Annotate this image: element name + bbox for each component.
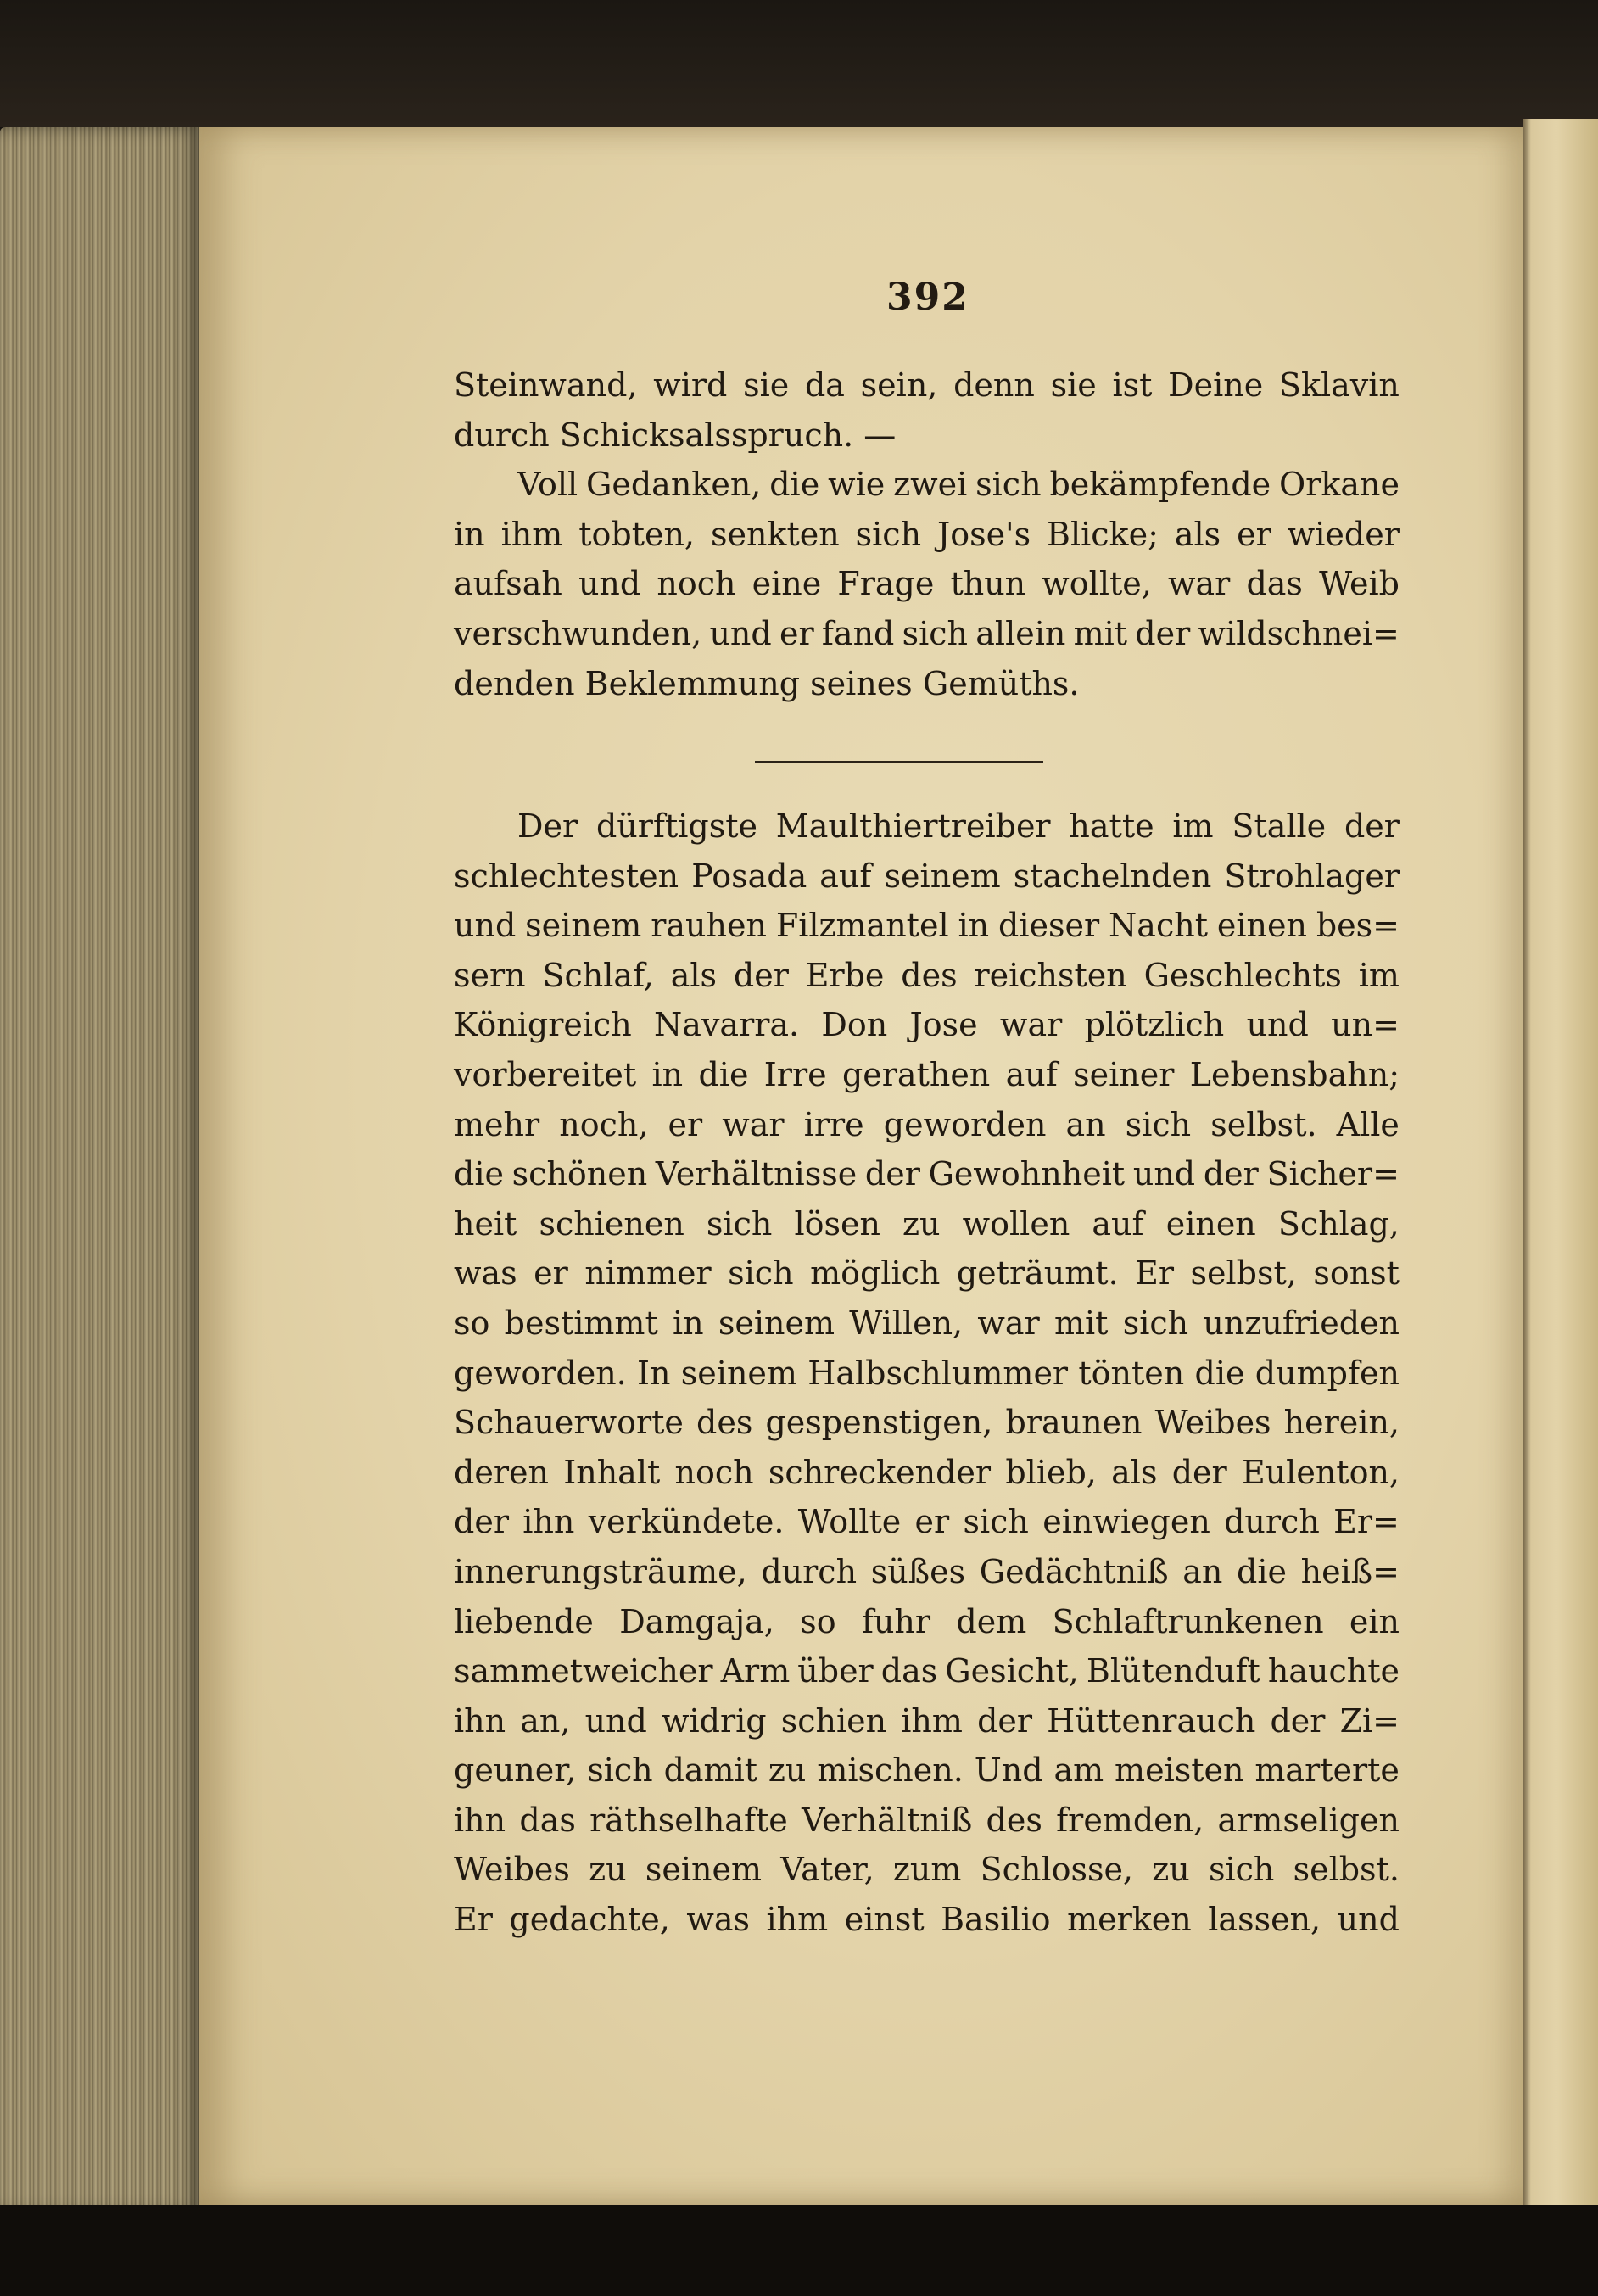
word: heit <box>454 1204 517 1243</box>
word: einwiegen <box>1042 1503 1210 1541</box>
word: was <box>686 1901 751 1939</box>
word: aufsah <box>454 565 562 603</box>
word: Willen, <box>849 1304 964 1342</box>
word: wird <box>653 366 728 404</box>
word: so <box>800 1602 836 1640</box>
word: die <box>1237 1552 1287 1590</box>
word: mit <box>1054 1304 1109 1342</box>
word: und <box>454 907 517 945</box>
word: schien <box>780 1701 887 1740</box>
word: Deine <box>1168 366 1264 404</box>
paragraph-2 <box>454 460 1400 708</box>
word: gerathen <box>841 1055 991 1093</box>
word: geworden. <box>454 1354 627 1392</box>
text-line <box>454 951 1400 1001</box>
word: wollen <box>962 1204 1070 1243</box>
background-bottom <box>0 2205 1598 2296</box>
word: einen <box>1216 907 1307 945</box>
text-line <box>454 1796 1400 1846</box>
word: Gedanken, <box>586 466 762 504</box>
word: er <box>534 1254 568 1293</box>
text-line <box>454 609 1400 659</box>
word: bes= <box>1316 907 1400 945</box>
word: Stalle <box>1232 807 1327 845</box>
word: Filzmantel <box>775 907 949 945</box>
word: über <box>797 1652 874 1690</box>
word: dürftigste <box>595 807 757 845</box>
word: war <box>999 1006 1063 1044</box>
word: sie <box>1050 366 1097 404</box>
text-line <box>454 1646 1400 1696</box>
word: seinem <box>525 907 642 945</box>
word: noch <box>657 565 736 603</box>
word: des <box>986 1801 1042 1839</box>
word: mischen. <box>817 1751 964 1790</box>
word: Posada <box>691 857 807 895</box>
word: Irre <box>763 1055 827 1093</box>
word: heiß= <box>1300 1552 1400 1590</box>
word: thun <box>950 565 1026 603</box>
text-line <box>454 460 1400 510</box>
word: seinem <box>680 1354 797 1392</box>
word: Hüttenrauch <box>1047 1701 1256 1740</box>
word: ihm <box>766 1901 829 1939</box>
word: Schlaf, <box>542 956 654 994</box>
word: meisten <box>1115 1751 1244 1790</box>
word: mit <box>1073 614 1128 652</box>
word: ihn <box>522 1503 575 1541</box>
word: noch, <box>559 1105 649 1143</box>
word: Basilio <box>941 1901 1051 1939</box>
word: zu <box>589 1851 627 1889</box>
word: Jose <box>909 1006 978 1044</box>
word: was <box>454 1254 517 1293</box>
word: Weib <box>1319 565 1400 603</box>
word: war <box>1167 565 1231 603</box>
word: deren <box>454 1453 549 1491</box>
word: sich <box>587 1751 653 1790</box>
word: reichsten <box>974 956 1127 994</box>
word: Schauerworte <box>454 1404 684 1442</box>
word: nimmer <box>584 1254 712 1293</box>
word: des <box>696 1404 753 1442</box>
word: in <box>651 1055 684 1093</box>
word: liebende <box>454 1602 594 1640</box>
word: schönen <box>511 1155 648 1193</box>
word: Blicke; <box>1047 515 1159 553</box>
word: durch <box>1224 1503 1320 1541</box>
text-line <box>454 1398 1400 1448</box>
word: sern <box>454 956 526 994</box>
word: mehr <box>454 1105 540 1143</box>
word: Er <box>454 1901 493 1939</box>
word: Halbschlummer <box>807 1354 1069 1392</box>
word: ihm <box>901 1701 963 1740</box>
text-line <box>454 1597 1400 1647</box>
word: Inhalt <box>563 1453 661 1491</box>
word: das <box>519 1801 576 1839</box>
word: eine <box>752 565 822 603</box>
word: sein, <box>860 366 938 404</box>
word: seinem <box>884 857 1001 895</box>
word: auf <box>819 857 872 895</box>
facing-page-edge <box>1523 119 1598 2214</box>
word: süßes <box>870 1552 966 1590</box>
word: des <box>901 956 958 994</box>
word: am <box>1053 1751 1104 1790</box>
word: Er= <box>1333 1503 1400 1541</box>
word: Frage <box>837 565 935 603</box>
word: seinem <box>718 1304 835 1342</box>
text-line <box>454 1199 1400 1249</box>
word: Navarra. <box>654 1006 800 1044</box>
word: Geschlechts <box>1143 956 1342 994</box>
word: sich <box>975 466 1042 504</box>
text-line <box>454 1448 1400 1498</box>
word: sich <box>728 1254 794 1293</box>
word: Arm <box>720 1652 791 1690</box>
word: an <box>1065 1105 1106 1143</box>
word: und <box>709 614 772 652</box>
word: herein, <box>1283 1404 1400 1442</box>
word: gedachte, <box>509 1901 670 1939</box>
word: zu <box>768 1751 807 1790</box>
word: an <box>1182 1552 1223 1590</box>
text-line <box>454 852 1400 902</box>
word: selbst, <box>1190 1254 1297 1293</box>
word: seiner <box>1073 1055 1175 1093</box>
background-top <box>0 0 1598 127</box>
word: wollte, <box>1042 565 1152 603</box>
text-line <box>454 901 1400 951</box>
word: Gewohnheit <box>928 1155 1126 1193</box>
word: schienen <box>539 1204 684 1243</box>
word: als <box>670 956 718 994</box>
word: in <box>454 515 485 553</box>
word: ihn <box>454 1801 506 1839</box>
word: damit <box>663 1751 757 1790</box>
word: Und <box>974 1751 1043 1790</box>
word: ihm <box>500 515 563 553</box>
word: allein <box>975 614 1066 652</box>
word: im <box>1172 807 1214 845</box>
text-line: denden Beklemmung seines Gemüths. <box>454 664 1080 702</box>
word: Alle <box>1336 1105 1400 1143</box>
word: die <box>1194 1354 1245 1392</box>
word: ist <box>1112 366 1153 404</box>
word: die <box>769 466 820 504</box>
word: unzufrieden <box>1203 1304 1400 1342</box>
word: verkündete. <box>588 1503 785 1541</box>
word: Verhältnisse <box>655 1155 858 1193</box>
word: geworden <box>883 1105 1047 1143</box>
word: das <box>880 1652 938 1690</box>
word: Schlaftrunkenen <box>1052 1602 1324 1640</box>
word: an, <box>520 1701 571 1740</box>
text-line <box>454 559 1400 609</box>
word: seinem <box>645 1851 762 1889</box>
word: wieder <box>1287 515 1400 553</box>
page-number: 392 <box>886 276 969 319</box>
word: die <box>698 1055 749 1093</box>
word: räthselhafte <box>589 1801 788 1839</box>
word: Eulenton, <box>1241 1453 1400 1491</box>
word: bekämpfende <box>1049 466 1271 504</box>
word: der <box>1135 614 1191 652</box>
word: Jose's <box>937 515 1031 553</box>
word: der <box>1270 1701 1326 1740</box>
word: Lebensbahn; <box>1189 1055 1400 1093</box>
text-line <box>454 1349 1400 1399</box>
word: Verhältniß <box>802 1801 973 1839</box>
word: Blütenduft <box>1086 1652 1260 1690</box>
word: als <box>1111 1453 1158 1491</box>
word: blieb, <box>1005 1453 1097 1491</box>
word: und <box>1337 1901 1400 1939</box>
word: rauhen <box>651 907 767 945</box>
word: dumpfen <box>1254 1354 1400 1392</box>
word: Vater, <box>780 1851 874 1889</box>
word: senkten <box>710 515 840 553</box>
word: der <box>1171 1453 1227 1491</box>
word: der <box>454 1503 509 1541</box>
word: braunen <box>1005 1404 1143 1442</box>
word: merken <box>1067 1901 1192 1939</box>
text-line <box>454 1149 1400 1199</box>
word: durch <box>761 1552 858 1590</box>
word: er <box>779 614 814 652</box>
text-line <box>454 802 1400 852</box>
word: war <box>722 1105 785 1143</box>
word: Erbe <box>805 956 885 994</box>
word: fand <box>821 614 895 652</box>
word: auf <box>1005 1055 1058 1093</box>
word: bestimmt <box>504 1304 658 1342</box>
word: sich <box>706 1204 773 1243</box>
word: zu <box>1152 1851 1190 1889</box>
word: Sicher= <box>1266 1155 1400 1193</box>
word: dem <box>956 1602 1027 1640</box>
word: und <box>1246 1006 1309 1044</box>
word: der <box>1344 807 1400 845</box>
word: schreckender <box>768 1453 992 1491</box>
text-line <box>454 1547 1400 1597</box>
word: er <box>1237 515 1271 553</box>
word: irre <box>803 1105 864 1143</box>
word: der <box>977 1701 1033 1740</box>
word: und <box>584 1701 647 1740</box>
word: der <box>864 1155 920 1193</box>
word: ein <box>1349 1602 1400 1640</box>
word: noch <box>674 1453 754 1491</box>
text-line <box>454 1000 1400 1050</box>
word: einst <box>844 1901 925 1939</box>
word: Maulthiertreiber <box>775 807 1051 845</box>
text-line <box>454 1299 1400 1349</box>
word: sie <box>743 366 790 404</box>
word: der <box>733 956 789 994</box>
text-line <box>454 1696 1400 1746</box>
word: sich <box>1125 1105 1192 1143</box>
text-line <box>454 360 1400 411</box>
word: Orkane <box>1279 466 1400 504</box>
word: schlechtesten <box>454 857 679 895</box>
word: widrig <box>661 1701 767 1740</box>
word: sich <box>1122 1304 1189 1342</box>
word: in <box>958 907 990 945</box>
word: möglich <box>810 1254 941 1293</box>
word: selbst. <box>1293 1851 1400 1889</box>
word: so <box>454 1304 490 1342</box>
word: der <box>1203 1155 1259 1193</box>
word: Königreich <box>454 1006 632 1044</box>
word: Schlosse, <box>980 1851 1134 1889</box>
word: er <box>668 1105 703 1143</box>
word: Schlag, <box>1277 1204 1400 1243</box>
word: In <box>637 1354 671 1392</box>
word: Gesicht, <box>945 1652 1079 1690</box>
word: sich <box>855 515 922 553</box>
text-line <box>454 1249 1400 1299</box>
word: zu <box>902 1204 941 1243</box>
word: fremden, <box>1056 1801 1204 1839</box>
book-page-edges <box>0 127 204 2214</box>
word: verschwunden, <box>454 614 702 652</box>
word: und <box>578 565 641 603</box>
word: Steinwand, <box>454 366 638 404</box>
word: denn <box>953 366 1035 404</box>
word: innerungsträume, <box>454 1552 747 1590</box>
word: das <box>1246 565 1303 603</box>
word: war <box>977 1304 1040 1342</box>
text-line <box>454 1746 1400 1796</box>
word: Don <box>821 1006 888 1044</box>
word: sich <box>902 614 969 652</box>
word: wie <box>828 466 886 504</box>
word: und <box>1132 1155 1196 1193</box>
word: tobten, <box>578 515 696 553</box>
word: Voll <box>517 466 578 504</box>
word: geuner, <box>454 1751 577 1790</box>
word: stachelnden <box>1013 857 1212 895</box>
paragraph-1 <box>454 360 1400 460</box>
word: un= <box>1331 1006 1400 1044</box>
text-line: durch Schicksalsspruch. — <box>454 416 897 454</box>
word: Gedächtniß <box>979 1552 1169 1590</box>
word: auf <box>1092 1204 1144 1243</box>
word: sich <box>963 1503 1029 1541</box>
word: Damgaja, <box>619 1602 774 1640</box>
word: hauchte <box>1267 1652 1400 1690</box>
section-divider <box>755 761 1043 763</box>
text-line <box>454 1050 1400 1100</box>
word: Wollte <box>797 1503 902 1541</box>
word: Strohlager <box>1224 857 1400 895</box>
word: wildschnei= <box>1198 614 1400 652</box>
word: Zi= <box>1339 1701 1400 1740</box>
text-line <box>454 1845 1400 1895</box>
word: geträumt. <box>956 1254 1119 1293</box>
word: armseligen <box>1217 1801 1400 1839</box>
word: hatte <box>1069 807 1154 845</box>
word: da <box>804 366 845 404</box>
word: sammetweicher <box>454 1652 713 1690</box>
text-line <box>454 1497 1400 1547</box>
word: vorbereitet <box>454 1055 637 1093</box>
word: zum <box>892 1851 962 1889</box>
word: fuhr <box>861 1602 931 1640</box>
word: lassen, <box>1208 1901 1321 1939</box>
word: zwei <box>893 466 968 504</box>
word: tönten <box>1078 1354 1185 1392</box>
word: einen <box>1165 1204 1256 1243</box>
word: ihn <box>454 1701 506 1740</box>
word: Weibes <box>1154 1404 1271 1442</box>
word: dieser <box>998 907 1100 945</box>
word: als <box>1174 515 1221 553</box>
word: in <box>672 1304 704 1342</box>
word: Der <box>517 807 578 845</box>
word: Nacht <box>1109 907 1208 945</box>
word: gespenstigen, <box>765 1404 993 1442</box>
word: sich <box>1208 1851 1275 1889</box>
word: sonst <box>1313 1254 1400 1293</box>
word: lösen <box>794 1204 880 1243</box>
word: plötzlich <box>1084 1006 1225 1044</box>
text-block-main <box>454 802 1400 1945</box>
text-line <box>454 510 1400 560</box>
text-line <box>454 1100 1400 1150</box>
word: Weibes <box>454 1851 570 1889</box>
word: die <box>454 1155 504 1193</box>
word: Er <box>1135 1254 1175 1293</box>
text-block-top <box>454 360 1400 708</box>
word: marterte <box>1254 1751 1400 1790</box>
word: er <box>914 1503 950 1541</box>
paragraph-3 <box>454 802 1400 1945</box>
word: im <box>1358 956 1400 994</box>
word: Sklavin <box>1278 366 1400 404</box>
word: selbst. <box>1210 1105 1317 1143</box>
text-line <box>454 1895 1400 1945</box>
